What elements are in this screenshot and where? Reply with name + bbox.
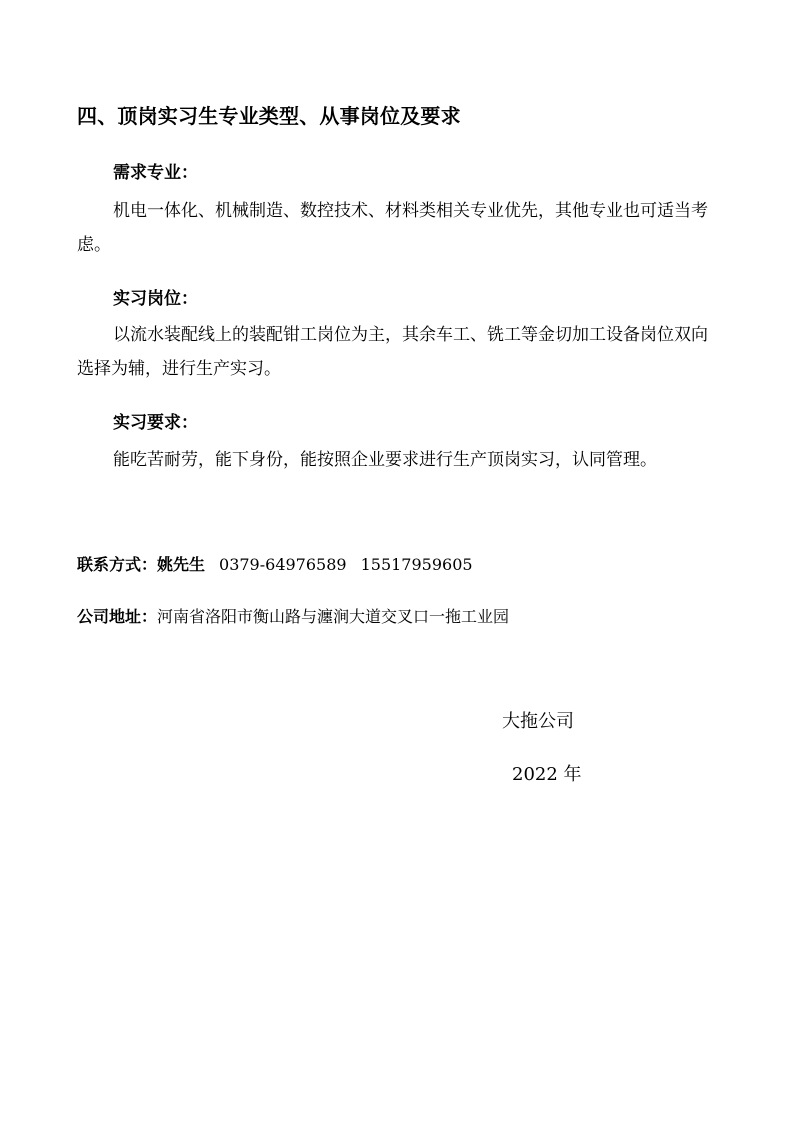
signature-year: 2022 年 [512,764,582,785]
contact-label: 联系方式：姚先生 [77,555,206,574]
signature-company: 大拖公司 [502,711,574,732]
internship-requirements-label: 实习要求： [113,413,198,433]
contact-line [77,552,473,575]
contact-phone-2: 15517959605 [360,555,473,574]
required-major-label: 需求专业： [113,163,198,183]
internship-requirements-text: 能吃苦耐劳，能下身份，能按照企业要求进行生产顶岗实习，认同管理。 [113,450,657,470]
internship-position-text: 以流水装配线上的装配钳工岗位为主，其余车工、铣工等金切加工设备岗位双向选择为辅，进行生产实习。 [77,325,708,379]
address-line [77,604,509,627]
section-heading: 四、顶岗实习生专业类型、从事岗位及要求 [77,104,461,128]
contact-phone-1: 0379-64976589 [219,555,347,574]
required-major-text: 机电一体化、机械制造、数控技术、材料类相关专业优先，其他专业也可适当考虑。 [77,201,708,255]
internship-position-label: 实习岗位： [113,289,198,309]
address-value: 河南省洛阳市衡山路与瀍涧大道交叉口一拖工业园 [157,607,510,626]
address-label: 公司地址： [77,607,158,626]
